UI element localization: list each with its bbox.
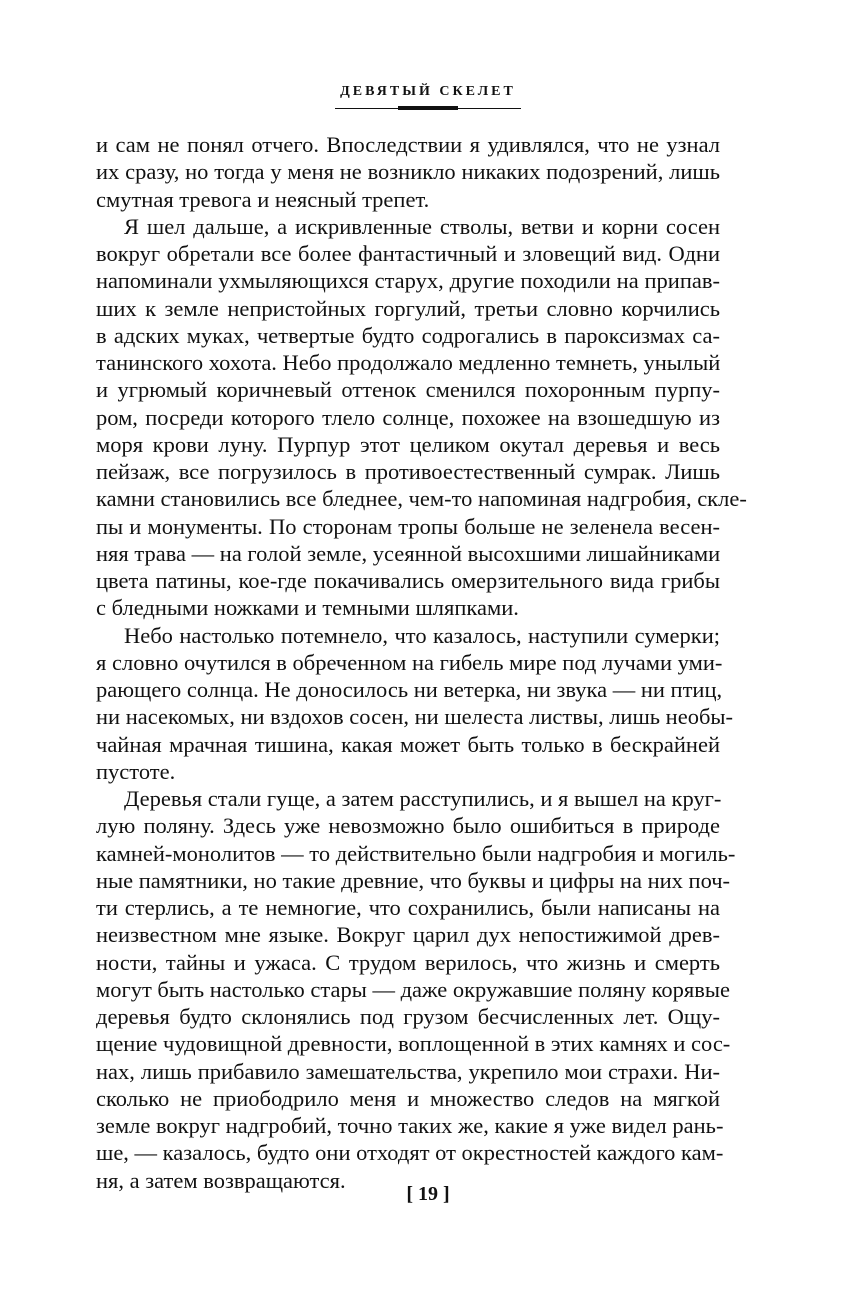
text-line: Небо настолько потемнело, что казалось, наступили сумерки; bbox=[124, 622, 720, 648]
text-line: ности, тайны и ужаса. С трудом верилось, что жизнь и смерть bbox=[96, 949, 720, 975]
running-header bbox=[0, 82, 856, 112]
paragraph-2 bbox=[96, 213, 747, 622]
text-line: камни становились все бледнее, чем-то напоминая надгробия, скле- bbox=[96, 486, 747, 512]
text-line: ше, — казалось, будто они отходят от окрестностей каждого кам- bbox=[96, 1140, 724, 1166]
paragraph-1 bbox=[96, 131, 720, 213]
text-line: их сразу, но тогда у меня не возникло никаких подозрений, лишь bbox=[96, 159, 720, 185]
text-line: могут быть настолько стары — даже окружавшие поляну корявые bbox=[96, 976, 730, 1002]
paragraph-4 bbox=[96, 785, 736, 1194]
text-line: Деревья стали гуще, а затем расступились, и я вышел на круг- bbox=[124, 786, 722, 811]
text-line: ших к земле непристойных горгулий, третьи словно корчились bbox=[96, 295, 720, 321]
text-line: и угрюмый коричневый оттенок сменился похоронным пурпу- bbox=[96, 377, 720, 403]
text-line: вокруг обретали все более фантастичный и зловещий вид. Одни bbox=[96, 241, 720, 266]
header-rule-thick-bar bbox=[398, 106, 458, 110]
text-line: танинского хохота. Небо продолжало медленно темнеть, унылый bbox=[96, 350, 721, 375]
text-line: ня, а затем возвращаются. bbox=[96, 1167, 346, 1193]
text-line: чайная мрачная тишина, какая может быть только в бескрайней bbox=[96, 731, 720, 757]
text-line: ти стерлись, а те немногие, что сохранились, были написаны на bbox=[96, 895, 720, 920]
header-ornament-rule bbox=[335, 106, 521, 112]
text-line: цвета патины, кое-где покачивались омерзительного вида грибы bbox=[96, 568, 720, 593]
text-line: сколько не приободрило меня и множество следов на мягкой bbox=[96, 1085, 720, 1111]
text-line: напоминали ухмыляющихся старух, другие походили на припав- bbox=[96, 268, 720, 294]
text-line: няя трава — на голой земле, усеянной высохшими лишайниками bbox=[96, 540, 721, 566]
text-line: камней-монолитов — то действительно были надгробия и могиль- bbox=[96, 840, 736, 866]
text-line: земле вокруг надгробий, точно таких же, какие я уже видел рань- bbox=[96, 1113, 724, 1138]
text-line: смутная тревога и неясный трепет. bbox=[96, 186, 430, 212]
body-text bbox=[96, 131, 747, 1194]
text-line: неизвестном мне языке. Вокруг царил дух непостижимой древ- bbox=[96, 922, 720, 948]
text-line: деревья будто склонялись под грузом бесчисленных лет. Ощу- bbox=[96, 1004, 720, 1029]
text-line: нах, лишь прибавило замешательства, укрепило мои страхи. Ни- bbox=[96, 1058, 720, 1084]
text-line: Я шел дальше, а искривленные стволы, ветви и корни сосен bbox=[124, 213, 720, 239]
text-line: с бледными ножками и темными шляпками. bbox=[96, 595, 519, 621]
text-line: рающего солнца. Не доносилось ни ветерка, ни звука — ни птиц, bbox=[96, 677, 723, 702]
page-number: [ 19 ] bbox=[406, 1183, 450, 1205]
text-line: в адских муках, четвертые будто содрогались в пароксизмах са- bbox=[96, 322, 720, 348]
text-line: и сам не понял отчего. Впоследствии я удивлялся, что не узнал bbox=[96, 132, 720, 157]
text-line: пустоте. bbox=[96, 758, 176, 784]
text-line: щение чудовищной древности, воплощенной в этих камнях и сос- bbox=[96, 1031, 731, 1057]
text-line: пейзаж, все погрузилось в противоестественный сумрак. Лишь bbox=[96, 459, 720, 484]
paragraph-3 bbox=[96, 622, 734, 786]
text-line: лую поляну. Здесь уже невозможно было ошибиться в природе bbox=[96, 813, 720, 839]
text-line: ром, посреди которого тлело солнце, похожее на взошедшую из bbox=[96, 404, 720, 430]
text-line: ни насекомых, ни вздохов сосен, ни шелеста листвы, лишь необы- bbox=[96, 704, 734, 730]
running-header-title: ДЕВЯТЫЙ СКЕЛЕТ bbox=[340, 84, 516, 99]
text-line: моря крови луну. Пурпур этот целиком окутал деревья и весь bbox=[96, 431, 720, 457]
text-line: я словно очутился в обреченном на гибель мире под лучами уми- bbox=[96, 649, 723, 675]
text-line: ные памятники, но такие древние, что буквы и цифры на них поч- bbox=[96, 867, 731, 893]
text-line: пы и монументы. По сторонам тропы больше не зеленела весен- bbox=[96, 513, 720, 539]
